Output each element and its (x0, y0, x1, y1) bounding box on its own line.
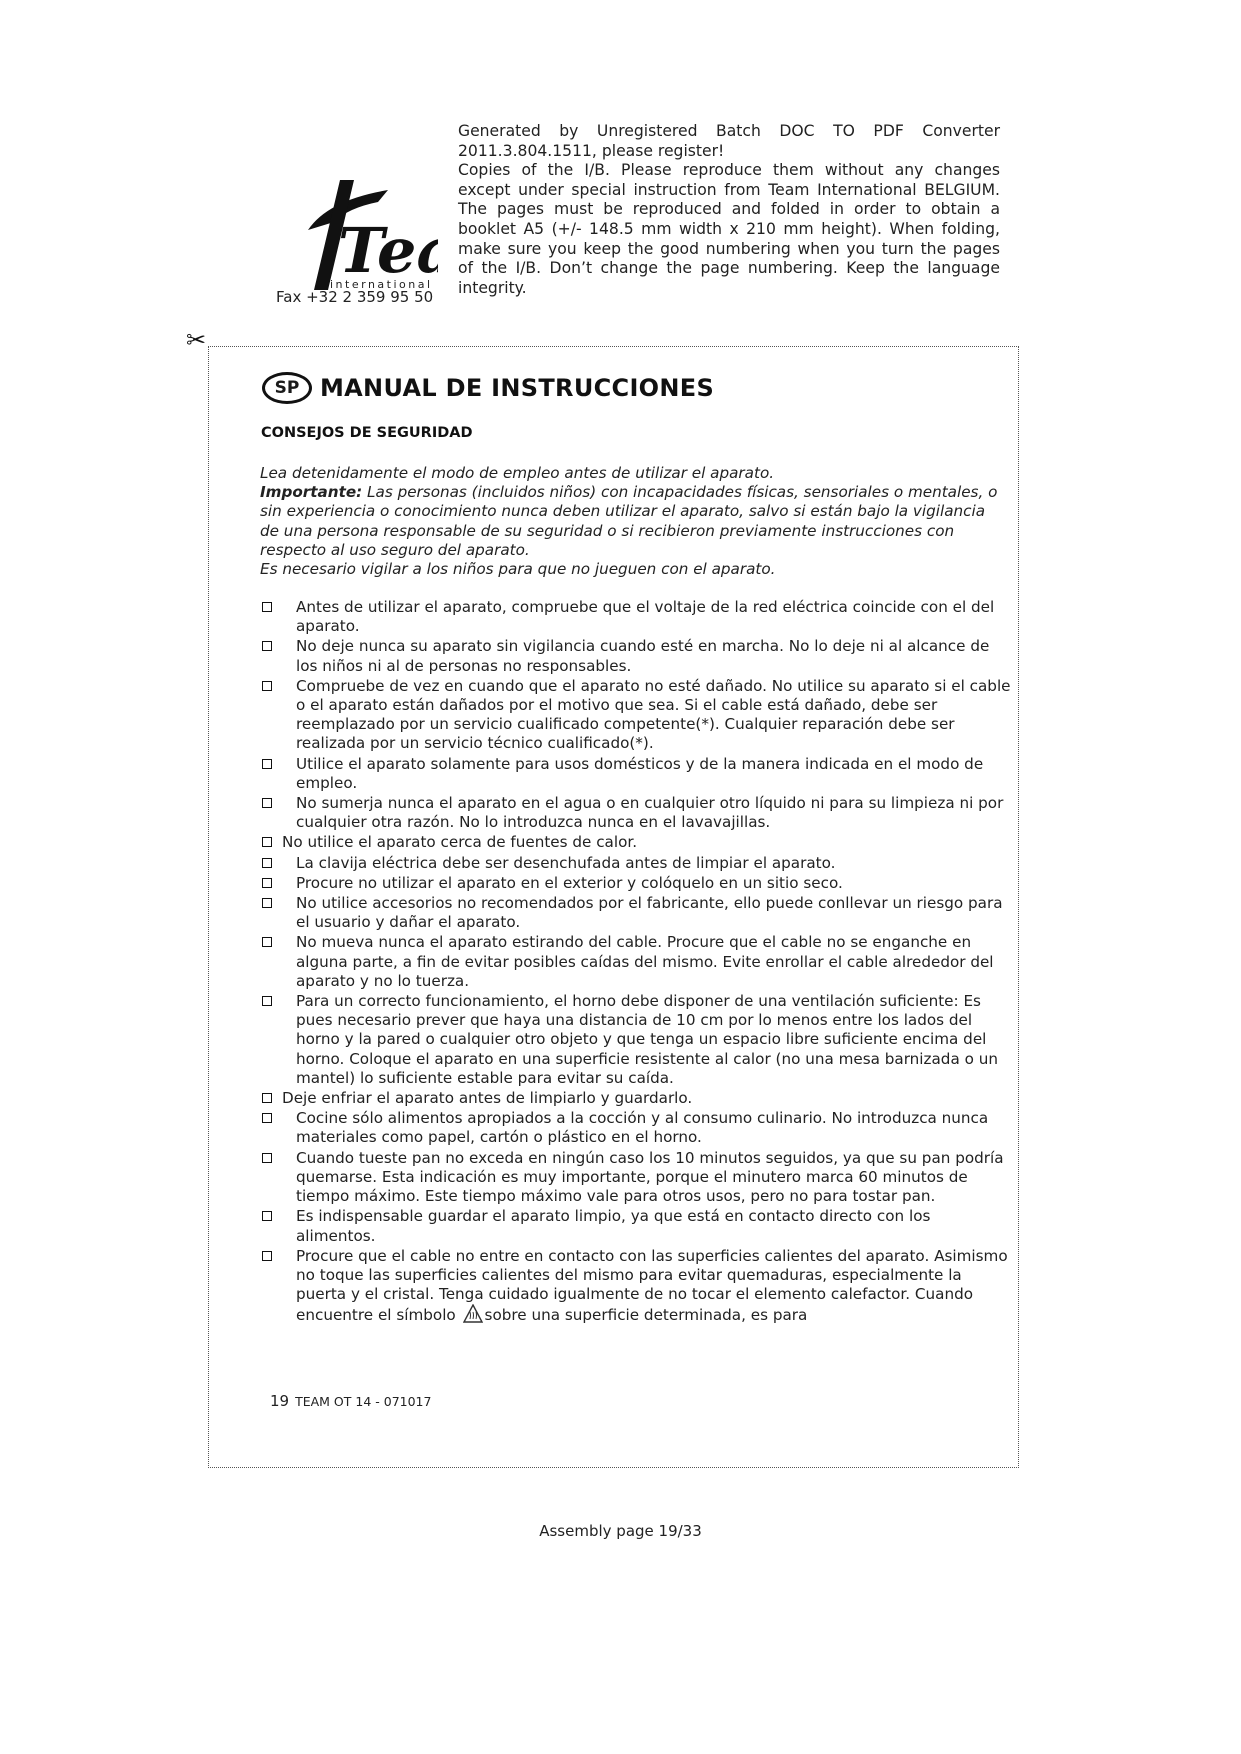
list-item (260, 1207, 1012, 1245)
list-item-text-end: sobre una superficie determinada, es para (484, 1306, 808, 1325)
list-item (260, 833, 1012, 852)
list-item-text: La clavija eléctrica debe ser desenchufada antes de limpiar el aparato. (296, 853, 836, 872)
copy-instructions: Copies of the I/B. Please reproduce them without any changes except under special instruction from Team International BELGIUM. The pages must be reproduced and folded in order to obtain a booklet A5 (+/- 148.5 mm width x 210 mm height). When folding, make sure you keep the good numbering when you turn the pages of the I/B. Don’t change the page numbering. Keep the language integrity. (458, 161, 1000, 297)
list-item (260, 755, 1012, 793)
important-text: Las personas (incluidos niños) con incapacidades físicas, sensoriales o mentales, o sin experiencia o conocimiento nunca deben utilizar el aparato, salvo si están bajo la vigilancia de una persona responsable de su seguridad o si recibieron previamente instrucciones con respecto al uso seguro del aparato. (260, 483, 998, 559)
list-item-text: Utilice el aparato solamente para usos domésticos y de la manera indicada en el modo de empleo. (296, 754, 984, 792)
list-item-text: Cocine sólo alimentos apropiados a la cocción y al consumo culinario. No introduzca nunca materiales como papel, cartón o plástico en el horno. (296, 1109, 989, 1147)
list-item (260, 1109, 1012, 1147)
converter-line: Generated by Unregistered Batch DOC TO PDF Converter 2011.3.804.1511, please register! (458, 122, 1000, 160)
checkbox-icon (262, 1211, 272, 1221)
list-item (260, 794, 1012, 832)
checkbox-icon (262, 996, 272, 1006)
intro-text (260, 464, 1000, 579)
list-item-text: Antes de utilizar el aparato, compruebe que el voltaje de la red eléctrica coincide con el del aparato. (296, 598, 995, 636)
hot-surface-warning-icon (463, 1304, 483, 1329)
list-item (260, 992, 1012, 1088)
model-code: TEAM OT 14 - 071017 (295, 1394, 432, 1409)
checkbox-icon (262, 898, 272, 908)
list-item (260, 1247, 1012, 1330)
page-number: 19 (270, 1392, 290, 1410)
list-item-text: Deje enfriar el aparato antes de limpiarlo y guardarlo. (282, 1089, 693, 1108)
list-item (260, 598, 1012, 636)
manual-title (262, 372, 714, 404)
list-item (260, 894, 1012, 932)
list-item-text: No utilice accesorios no recomendados por el fabricante, ello puede conllevar un riesgo para el usuario y dañar el aparato. (296, 894, 1003, 932)
intro-important (260, 483, 1000, 560)
checkbox-icon (262, 602, 272, 612)
list-item-text: Para un correcto funcionamiento, el horno debe disponer de una ventilación suficiente: Es pues necesario prever que haya una distancia de 10 cm por lo menos entre los lados del horno y la pared o cualquier otro objeto y que tenga un espacio libre suficiente encima del horno. Coloque el aparato en una superficie resistente al calor (no una mesa barnizada o un mantel) lo suficiente estable para evitar su caída. (296, 992, 998, 1087)
intro-line-1: Lea detenidamente el modo de empleo antes de utilizar el aparato. (260, 464, 775, 482)
checkbox-icon (262, 1251, 272, 1261)
list-item-text: Procure no utilizar el aparato en el exterior y colóquelo en un sitio seco. (296, 873, 843, 892)
list-item (260, 854, 1012, 873)
checkbox-icon (262, 1113, 272, 1123)
list-item (260, 677, 1012, 754)
checkbox-icon (262, 1153, 272, 1163)
list-item-text: Es indispensable guardar el aparato limpio, ya que está en contacto directo con los alimentos. (296, 1207, 931, 1245)
list-item (260, 1149, 1012, 1207)
list-item-text: Compruebe de vez en cuando que el aparato no esté dañado. No utilice su aparato si el cable o el aparato están dañados por el motivo que sea. Si el cable está dañado, debe ser reemplazado por un servicio cualificado competente(*). Cualquier reparación debe ser realizada por un servicio técnico cualificado(*). (296, 676, 1011, 753)
checkbox-icon (262, 837, 272, 847)
language-badge: SP (262, 372, 312, 404)
converter-notice (458, 122, 1000, 298)
section-heading: CONSEJOS DE SEGURIDAD (261, 425, 473, 441)
scissors-icon: ✂ (186, 326, 207, 354)
checkbox-icon (262, 1093, 272, 1103)
list-item-text: Cuando tueste pan no exceda en ningún caso los 10 minutos seguidos, ya que su pan podría quemarse. Esta indicación es muy importante, porque el minutero marca 60 minutos de tiempo máximo. Este tiempo máximo vale para otros usos, pero no para tostar pan. (296, 1148, 1004, 1206)
intro-line-3: Es necesario vigilar a los niños para que no jueguen con el aparato. (260, 560, 776, 579)
checkbox-icon (262, 641, 272, 651)
page-footer (270, 1392, 431, 1410)
list-item (260, 933, 1012, 991)
logo-subtext: international (330, 278, 433, 291)
list-item-text: No deje nunca su aparato sin vigilancia cuando esté en marcha. No lo deje ni al alcance de los niños ni al de personas no responsables. (296, 637, 990, 675)
logo-text: Te (338, 214, 417, 287)
assembly-page: Assembly page 19/33 (539, 1522, 702, 1540)
list-item-text: No mueva nunca el aparato estirando del cable. Procure que el cable no se enganche en alguna parte, a fin de evitar posibles caídas del mismo. Evite enrollar el cable alrededor del aparato y no lo tuerza. (296, 933, 994, 990)
checkbox-icon (262, 878, 272, 888)
fax-number: Fax +32 2 359 95 50 (276, 288, 434, 306)
checkbox-icon (262, 759, 272, 769)
safety-list (260, 598, 1012, 1331)
page-title: MANUAL DE INSTRUCCIONES (320, 374, 715, 402)
list-item (260, 874, 1012, 893)
list-item (260, 637, 1012, 675)
checkbox-icon (262, 937, 272, 947)
checkbox-icon (262, 858, 272, 868)
list-item-text: No utilice el aparato cerca de fuentes de calor. (282, 833, 638, 852)
checkbox-icon (262, 798, 272, 808)
list-item (260, 1089, 1012, 1108)
checkbox-icon (262, 681, 272, 691)
list-item-text: No sumerja nunca el aparato en el agua o en cualquier otro líquido ni para su limpieza ni por cualquier otra razón. No lo introduzca nunca en el lavavajillas. (296, 794, 1004, 832)
important-label: Importante: (260, 483, 363, 502)
list-item-text: Procure que el cable no entre en contacto con las superficies calientes del aparato. Asimismo no toque las superficies calientes del mismo para evitar quemaduras, especialmente la puerta y el cristal. Tenga cuidado igualmente de no tocar el elemento calefactor. Cuando encuentre el símbolo (296, 1246, 1008, 1325)
